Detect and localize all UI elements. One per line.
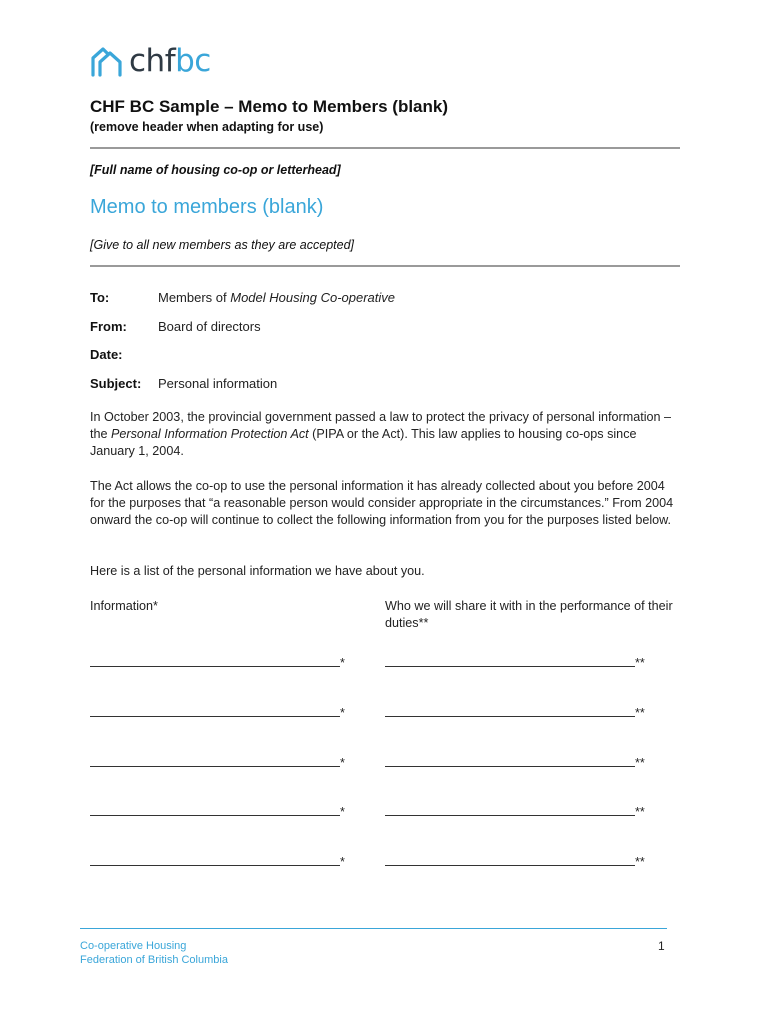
footer-divider (80, 928, 667, 929)
memo-title: Memo to members (blank) (90, 196, 324, 218)
share-blank-2: ** (385, 705, 645, 720)
footer-line-1: Co-operative Housing (80, 940, 187, 952)
document-subtitle: (remove header when adapting for use) (90, 120, 324, 134)
header-divider (90, 147, 680, 149)
from-value: Board of directors (158, 319, 261, 334)
share-blank-4: ** (385, 804, 645, 819)
information-blank-5: * (90, 854, 345, 869)
from-label: From: (90, 319, 127, 334)
subject-value: Personal information (158, 376, 278, 391)
share-blank-5: ** (385, 854, 645, 869)
paragraph-list-intro: Here is a list of the personal information we have about you. (90, 564, 425, 578)
to-label: To: (90, 290, 110, 305)
to-value: Members of Model Housing Co-operative (158, 290, 396, 305)
information-blank-4: * (90, 804, 345, 819)
chfbc-logo (90, 44, 211, 78)
subject-label: Subject: (90, 376, 142, 391)
information-blank-3: * (90, 755, 345, 770)
information-blank-1: * (90, 655, 345, 670)
memo-divider (90, 265, 680, 267)
information-blank-2: * (90, 705, 345, 720)
paragraph-act: The Act allows the co-op to use the personal information it has already collected about you before 2004 for the purposes that “a reasonable person would consider appropriate in the circumstances.” From 2004 onward the co-op will continue to collect the following information from you for the purposes listed below. (90, 479, 674, 527)
page-number: 1 (658, 939, 665, 953)
house-icon (90, 44, 124, 78)
share-blank-1: ** (385, 655, 645, 670)
footer-line-2: Federation of British Columbia (80, 954, 228, 966)
footer-organization (80, 939, 228, 967)
letterhead-placeholder: [Full name of housing co-op or letterhead] (90, 163, 341, 177)
information-column-header: Information* (90, 599, 158, 613)
memo-instruction: [Give to all new members as they are accepted] (90, 238, 355, 252)
share-blank-3: ** (385, 755, 645, 770)
logo-wordmark: chfbc (129, 42, 211, 79)
paragraph-pipa: In October 2003, the provincial government passed a law to protect the privacy of personal information – the Personal Information Protection Act (PIPA or the Act). This law applies to housing co-ops since January 1, 2004. (90, 410, 672, 458)
date-label: Date: (90, 347, 123, 362)
document-title: CHF BC Sample – Memo to Members (blank) (90, 97, 449, 116)
share-column-header: Who we will share it with in the performance of their duties** (385, 599, 673, 630)
